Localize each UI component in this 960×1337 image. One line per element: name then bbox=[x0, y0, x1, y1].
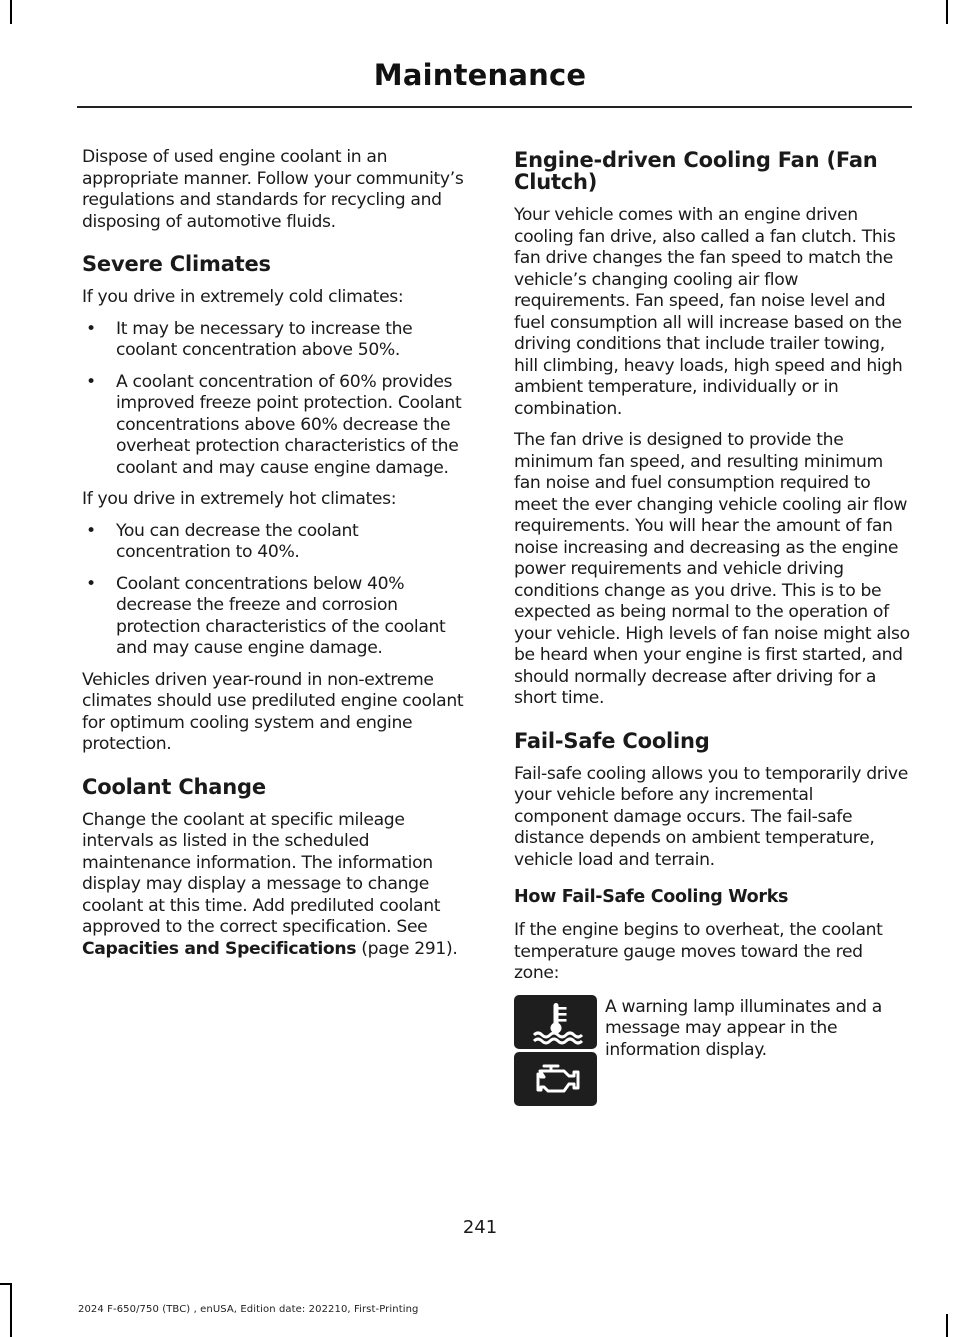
footer-edition: 2024 F-650/750 (TBC) , enUSA, Edition date: 202210, First-Printing bbox=[78, 1304, 419, 1315]
hot-climates-intro: If you drive in extremely hot climates: bbox=[82, 489, 397, 509]
crop-mark-bottom-left-h bbox=[0, 1283, 12, 1285]
cooling-fan-paragraph-1: Your vehicle comes with an engine driven cooling fan drive, also called a fan clutch. This fan drive changes the fan speed to match the vehicle’s changing cooling air flow requirements. Fan speed, fan noise level and fuel consumption all will increase based on the driving conditions that include trailer towing, hill climbing, heavy loads, high speed and high ambient temperature, individually or in combination. bbox=[514, 205, 903, 419]
coolant-change-heading: Coolant Change bbox=[82, 774, 266, 799]
list-item-text: It may be necessary to increase the coolant concentration above 50%. bbox=[116, 318, 413, 360]
capacities-specifications-link[interactable]: Capacities and Specifications bbox=[82, 938, 357, 959]
list-item bbox=[82, 319, 477, 362]
crop-mark-top-right-v bbox=[946, 0, 948, 24]
cooling-fan-heading: Engine-driven Cooling Fan (Fan Clutch) bbox=[514, 148, 878, 194]
coolant-change-paragraph bbox=[82, 810, 477, 961]
check-engine-glyph bbox=[526, 1059, 586, 1099]
crop-mark-bottom-left-v bbox=[10, 1283, 12, 1337]
fail-safe-paragraph: Fail-safe cooling allows you to temporarily drive your vehicle before any incremental component damage occurs. The fail-safe distance depends on ambient temperature, vehicle load and terrain. bbox=[514, 763, 908, 870]
warning-lamp-row bbox=[514, 995, 912, 1105]
list-item-text: A coolant concentration of 60% provides improved freeze point protection. Coolant concentrations above 60% decrease the overheat protection characteristics of the coolant and may cause engine damage. bbox=[116, 371, 462, 478]
warning-lamp-text-block bbox=[605, 995, 912, 1062]
cooling-fan-paragraph-2: The fan drive is designed to provide the minimum fan speed, and resulting minimum fan noise and fuel consumption required to meet the ever changing vehicle cooling air flow requirements. You will hear the amount of fan noise increasing and decreasing as the engine power requirements and vehicle driving conditions change as you drive. This is to be expected as being normal to the operation of your vehicle. High levels of fan noise might also be heard when your engine is first started, and should normally decrease after driving for a short time. bbox=[514, 430, 910, 708]
bullet: • bbox=[86, 318, 96, 339]
warning-lamp-text: A warning lamp illuminates and a message may appear in the information display. bbox=[605, 996, 882, 1060]
severe-climates-heading: Severe Climates bbox=[82, 252, 271, 276]
coolant-change-text: Change the coolant at specific mileage intervals as listed in the scheduled maintenance information. The information display may display a message to change coolant at this time. Add prediluted coolant approved to the correct specification. See bbox=[82, 809, 441, 937]
page-reference: (page 291). bbox=[356, 938, 458, 959]
fail-safe-cooling-heading: Fail-Safe Cooling bbox=[514, 728, 710, 753]
bullet: • bbox=[86, 520, 96, 541]
cold-climates-intro: If you drive in extremely cold climates: bbox=[82, 287, 404, 307]
list-item-text: Coolant concentrations below 40% decrease the freeze and corrosion protection characteristics of the coolant and may cause engine damage. bbox=[116, 573, 446, 658]
hot-climates-list bbox=[82, 521, 477, 660]
list-item bbox=[82, 521, 477, 564]
list-item bbox=[82, 372, 477, 480]
list-item bbox=[82, 574, 477, 660]
check-engine-icon bbox=[514, 1052, 597, 1106]
year-round-paragraph: Vehicles driven year-round in non-extreme climates should use prediluted engine coolant for optimum cooling system and engine protection. bbox=[82, 669, 464, 754]
title-divider bbox=[77, 106, 912, 108]
list-item-text: You can decrease the coolant concentration to 40%. bbox=[116, 520, 359, 562]
overheat-paragraph: If the engine begins to overheat, the coolant temperature gauge moves toward the red zone: bbox=[514, 920, 883, 983]
bullet: • bbox=[86, 573, 96, 594]
crop-mark-bottom-right-v bbox=[946, 1314, 948, 1337]
crop-mark-top-left-v bbox=[10, 0, 12, 24]
intro-paragraph: Dispose of used engine coolant in an appropriate manner. Follow your community’s regulations and standards for recycling and disposing of automotive fluids. bbox=[82, 147, 464, 232]
left-column bbox=[82, 147, 477, 970]
right-column bbox=[514, 147, 912, 1105]
cold-climates-list bbox=[82, 319, 477, 480]
warning-icons bbox=[514, 995, 597, 1109]
page-title: Maintenance bbox=[373, 58, 587, 92]
coolant-temperature-glyph bbox=[526, 999, 586, 1045]
how-fail-safe-works-heading: How Fail-Safe Cooling Works bbox=[514, 887, 789, 907]
coolant-temperature-icon bbox=[514, 995, 597, 1049]
bullet: • bbox=[86, 371, 96, 392]
page-number: 241 bbox=[462, 1217, 498, 1238]
